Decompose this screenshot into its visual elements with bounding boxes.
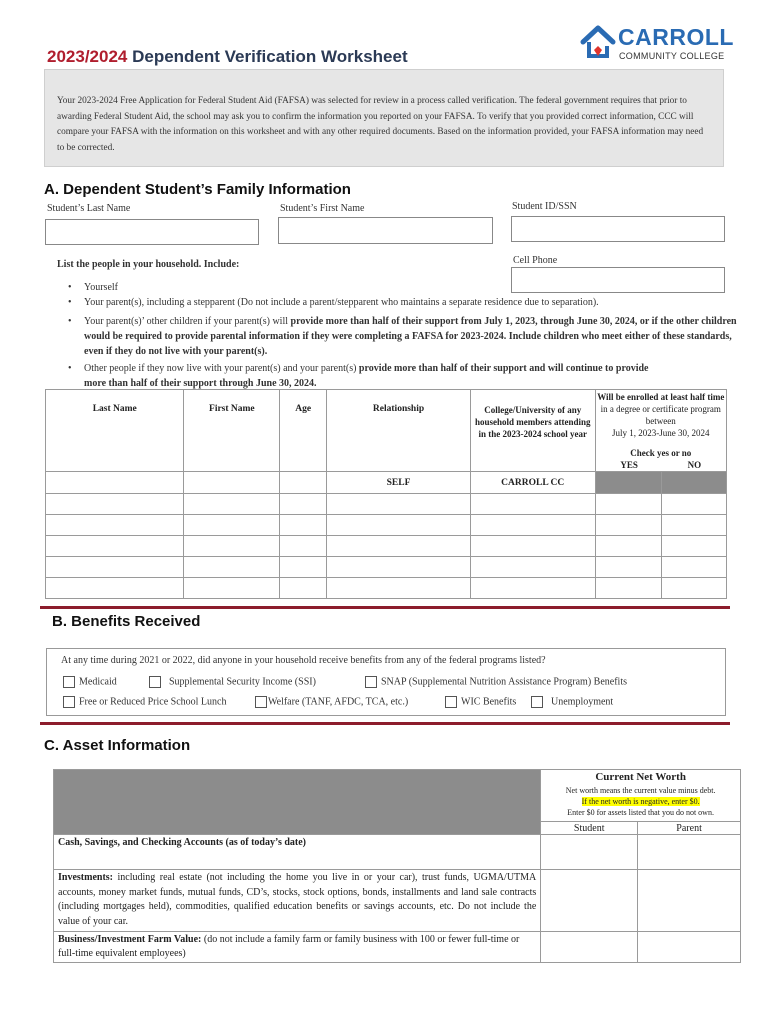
col-enrolled: Will be enrolled at least half time in a degree or certificate program between July 1, 2023-June 30, 2024 Check yes or no YES NO xyxy=(595,390,726,472)
welfare-checkbox[interactable] xyxy=(255,696,267,708)
asset-row-investments xyxy=(54,870,741,932)
check-yes-no-label: Check yes or no xyxy=(630,448,692,458)
asset-row-farm xyxy=(54,932,741,963)
investments-student-field[interactable] xyxy=(541,870,638,932)
investments-parent-field[interactable] xyxy=(638,870,741,932)
benefit-medicaid[interactable]: Medicaid xyxy=(63,676,117,688)
student-id-field[interactable] xyxy=(511,216,725,242)
self-cell: SELF xyxy=(327,472,471,494)
table-row xyxy=(46,472,727,494)
yes-label: YES xyxy=(620,460,638,470)
section-divider xyxy=(40,722,730,725)
lunch-checkbox[interactable] xyxy=(63,696,75,708)
benefit-ssi[interactable]: Supplemental Security Income (SSI) xyxy=(149,676,316,688)
benefit-welfare[interactable]: Welfare (TANF, AFDC, TCA, etc.) xyxy=(255,696,408,708)
student-id-label: Student ID/SSN xyxy=(512,201,577,212)
asset-row-cash xyxy=(54,835,741,870)
cash-student-field[interactable] xyxy=(541,835,638,870)
wic-checkbox[interactable] xyxy=(445,696,457,708)
bullet-other-children: • Your parent(s)’ other children if your parent(s) will provide more than half of their support from July 1, 2023, through June 30, 2024, or if the other children would be required to provide parental information if they were completing a FAFSA for 2023-2024. Include children who meet either of these standards, even if they do not live with your parent(s). xyxy=(68,314,740,359)
net-worth-negative-note: If the net worth is negative, enter $0. xyxy=(581,797,700,806)
benefit-lunch[interactable]: Free or Reduced Price School Lunch xyxy=(63,696,226,708)
benefits-box xyxy=(46,648,726,716)
college-logo xyxy=(580,22,740,64)
cash-parent-field[interactable] xyxy=(638,835,741,870)
ssi-checkbox[interactable] xyxy=(149,676,161,688)
medicaid-checkbox[interactable] xyxy=(63,676,75,688)
net-worth-zero-note: Enter $0 for assets listed that you do not own. xyxy=(567,808,714,817)
parent-col-header: Parent xyxy=(638,822,741,835)
cash-label: Cash, Savings, and Checking Accounts (as of today’s date) xyxy=(54,835,541,870)
table-row[interactable] xyxy=(46,536,727,557)
cell-phone-label: Cell Phone xyxy=(513,255,558,266)
farm-student-field[interactable] xyxy=(541,932,638,963)
col-age: Age xyxy=(280,390,327,472)
carroll-cell: CARROLL CC xyxy=(470,472,595,494)
col-college: College/University of any household members attending in the 2023-2024 school year xyxy=(470,390,595,472)
unemployment-checkbox[interactable] xyxy=(531,696,543,708)
table-row[interactable] xyxy=(46,557,727,578)
col-first-name: First Name xyxy=(184,390,280,472)
benefit-unemployment[interactable]: Unemployment xyxy=(531,696,613,708)
benefits-question: At any time during 2021 or 2022, did anyone in your household receive benefits from any of the federal programs listed? xyxy=(61,655,546,666)
first-name-field[interactable] xyxy=(278,217,493,244)
logo-subtitle: COMMUNITY COLLEGE xyxy=(619,51,725,61)
net-worth-definition: Net worth means the current value minus debt. xyxy=(565,786,716,795)
table-row[interactable] xyxy=(46,494,727,515)
no-label: NO xyxy=(687,460,702,470)
net-worth-title: Current Net Worth xyxy=(595,771,686,783)
asset-table xyxy=(53,769,741,963)
title-text: Dependent Verification Worksheet xyxy=(127,47,408,66)
household-label: List the people in your household. Include: xyxy=(57,259,240,270)
bullet-yourself: • Yourself xyxy=(68,280,628,295)
benefit-wic[interactable]: WIC Benefits xyxy=(445,696,516,708)
section-b-title: B. Benefits Received xyxy=(52,613,201,630)
logo-name: CARROLL xyxy=(618,24,734,50)
table-row[interactable] xyxy=(46,515,727,536)
last-name-label: Student’s Last Name xyxy=(47,203,131,214)
investments-label: Investments: including real estate (not including the home you live in or your car), trust funds, UGMA/UTMA accounts, money market funds, mutual funds, CD’s, stocks, stock options, bonds, installments and land sale contracts (including mortgages held), commodities, qualified education benefits or savings accounts, etc. Do not include the value of your car. xyxy=(54,870,541,932)
intro-paragraph: Your 2023-2024 Free Application for Federal Student Aid (FAFSA) was selected for review in a process called verification. The federal government requires that prior to awarding Federal Student Aid, the school may ask you to confirm the information you reported on your FAFSA. To verify that you provided correct information, CCC will compare your FAFSA with the information on this worksheet and with any other required documents. Based on the information provided, your FAFSA information may need to be corrected. xyxy=(44,69,724,167)
house-logo-icon xyxy=(580,22,616,62)
snap-checkbox[interactable] xyxy=(365,676,377,688)
page-title xyxy=(47,47,408,67)
bullet-parents: • Your parent(s), including a stepparent (Do not include a parent/stepparent who maintains a separate residence due to separation). xyxy=(68,295,748,310)
section-c-title: C. Asset Information xyxy=(44,737,191,754)
farm-label: Business/Investment Farm Value: (do not include a family farm or family business with 100 or fewer full-time or full-time equivalent employees) xyxy=(54,932,541,963)
col-relationship: Relationship xyxy=(327,390,471,472)
household-table-header xyxy=(46,390,727,472)
asset-header-shade xyxy=(54,770,541,835)
farm-parent-field[interactable] xyxy=(638,932,741,963)
table-row[interactable] xyxy=(46,578,727,599)
household-bullets xyxy=(68,280,628,295)
first-name-label: Student’s First Name xyxy=(280,203,365,214)
student-col-header: Student xyxy=(541,822,638,835)
benefit-snap[interactable]: SNAP (Supplemental Nutrition Assistance Program) Benefits xyxy=(365,676,627,688)
bullet-other-people: • Other people if they now live with your parent(s) and your parent(s) provide more than half of their support and will continue to provide more than half of their support through June 30, 2024. xyxy=(68,361,668,391)
last-name-field[interactable] xyxy=(45,219,259,245)
section-divider xyxy=(40,606,730,609)
section-a-title: A. Dependent Student’s Family Information xyxy=(44,181,351,198)
household-table xyxy=(45,389,727,599)
net-worth-header xyxy=(541,770,741,822)
col-last-name: Last Name xyxy=(46,390,184,472)
title-year: 2023/2024 xyxy=(47,47,128,66)
